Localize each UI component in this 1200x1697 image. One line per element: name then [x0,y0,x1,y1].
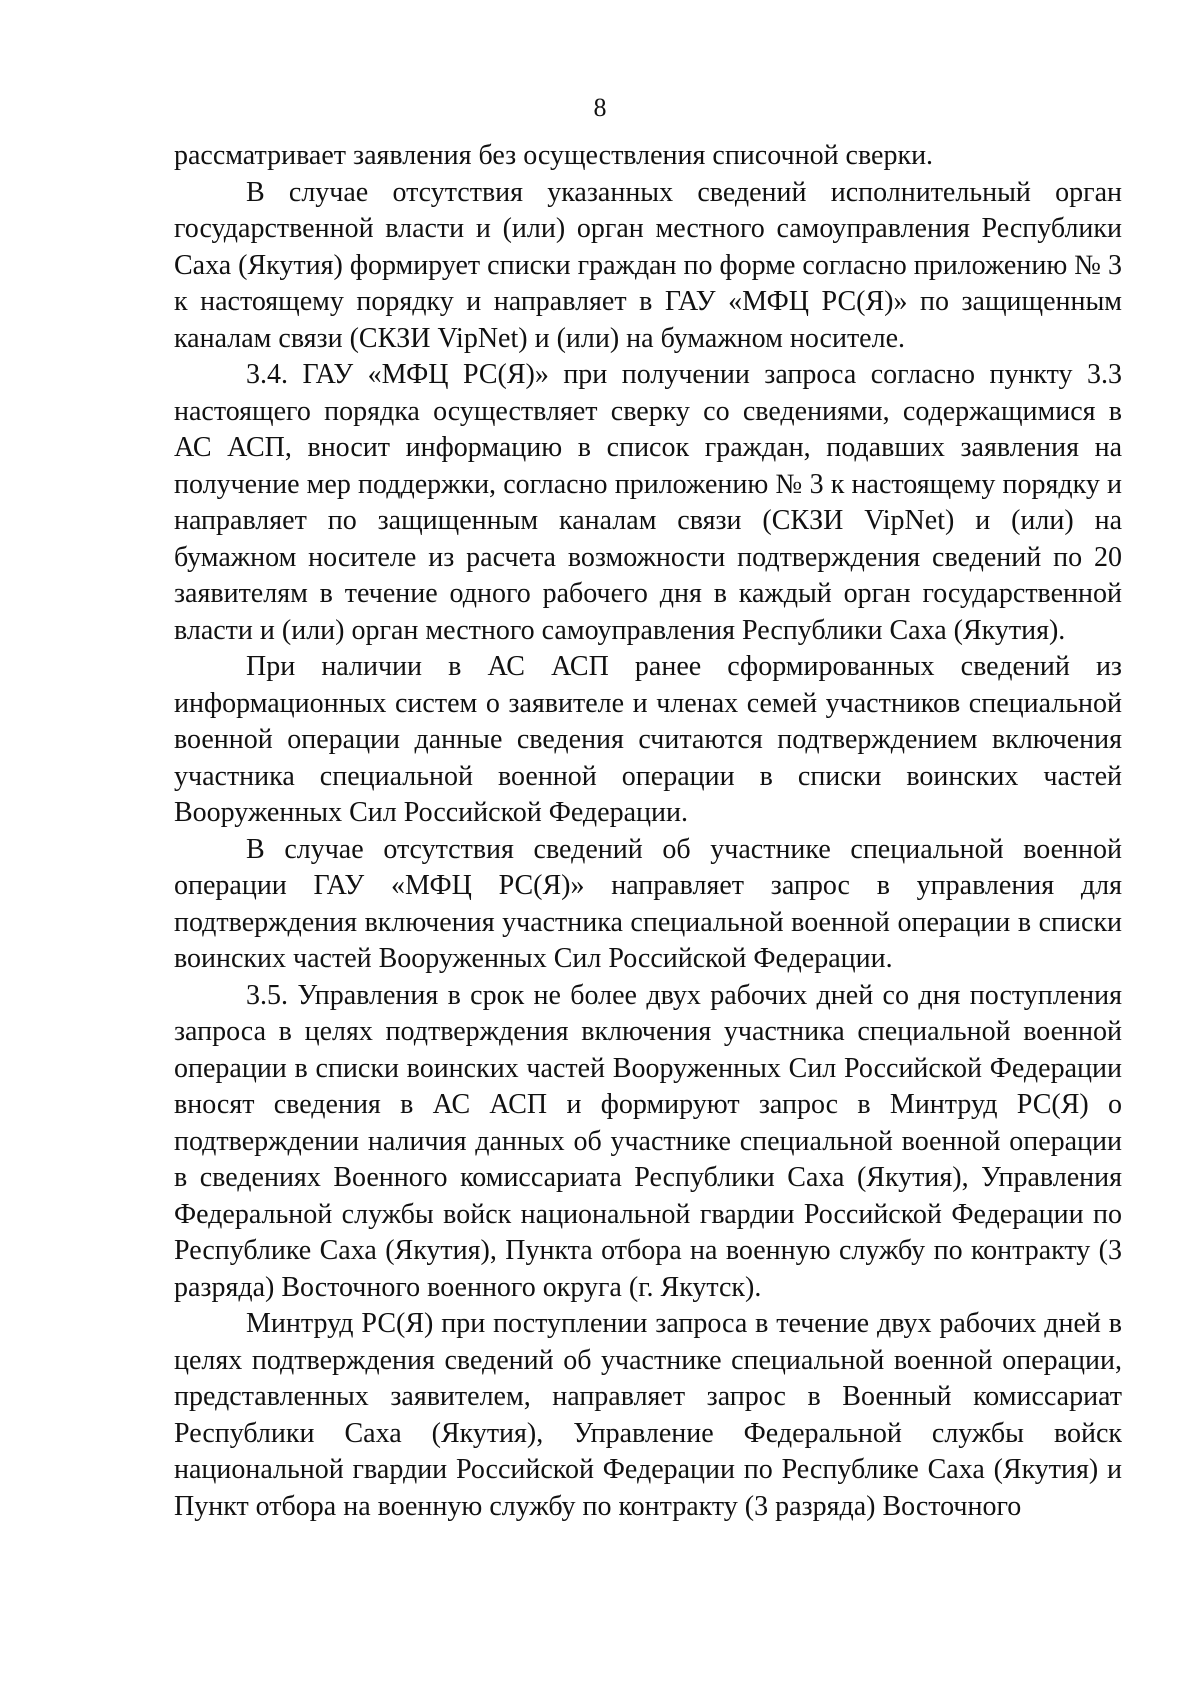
page-number: 8 [593,93,607,122]
document-body [174,138,1122,1525]
paragraph-continuation: рассматривает заявления без осуществления списочной сверки. [174,140,934,171]
paragraph-existing-info: При наличии в АС АСП ранее сформированных сведений из информационных систем о заявителе и членах семей участников специальной военной операции данные сведения считаются подтверждением включения участника специальной военной операции в списки воинских частей Вооруженных Сил Российской Федерации. [174,651,1122,828]
paragraph-mintrud-request: Минтруд РС(Я) при поступлении запроса в течение двух рабочих дней в целях подтверждения сведений об участнике специальной военной операции, представленных заявителем, направляет запрос в Военный комиссариат Республики Саха (Якутия), Управление Федеральной службы войск национальной гвардии Российской Федерации по Республике Саха (Якутия) и Пункт отбора на военную службу по контракту (3 разряда) Восточного [174,1308,1122,1522]
paragraph-clause-3-4: 3.4. ГАУ «МФЦ РС(Я)» при получении запроса согласно пункту 3.3 настоящего порядка осуществляет сверку со сведениями, содержащимися в АС АСП, вносит информацию в список граждан, подавших заявления на получение мер поддержки, согласно приложению № 3 к настоящему порядку и направляет по защищенным каналам связи (СКЗИ VipNet) и (или) на бумажном носителе из расчета возможности подтверждения сведений по 20 заявителям в течение одного рабочего дня в каждый орган государственной власти и (или) орган местного самоуправления Республики Саха (Якутия). [174,359,1122,646]
paragraph-missing-info: В случае отсутствия указанных сведений исполнительный орган государственной власти и (или) орган местного самоуправления Республики Саха (Якутия) формирует списки граждан по форме согласно приложению № 3 к настоящему порядку и направляет в ГАУ «МФЦ РС(Я)» по защищенным каналам связи (СКЗИ VipNet) и (или) на бумажном носителе. [174,176,1122,354]
paragraph-clause-3-5: 3.5. Управления в срок не более двух рабочих дней со дня поступления запроса в целях подтверждения включения участника специальной военной операции в списки воинских частей Вооруженных Сил Российской Федерации вносят сведения в АС АСП и формируют запрос в Минтруд РС(Я) о подтверждении наличия данных об участнике специальной военной операции в сведениях Военного комиссариата Республики Саха (Якутия), Управления Федеральной службы войск национальной гвардии Российской Федерации по Республике Саха (Якутия), Пункта отбора на военную службу по контракту (3 разряда) Восточного военного округа (г. Якутск). [174,979,1122,1303]
paragraph-no-info-request: В случае отсутствия сведений об участнике специальной военной операции ГАУ «МФЦ РС(Я)» направляет запрос в управления для подтверждения включения участника специальной военной операции в списки воинских частей Вооруженных Сил Российской Федерации. [174,833,1122,974]
